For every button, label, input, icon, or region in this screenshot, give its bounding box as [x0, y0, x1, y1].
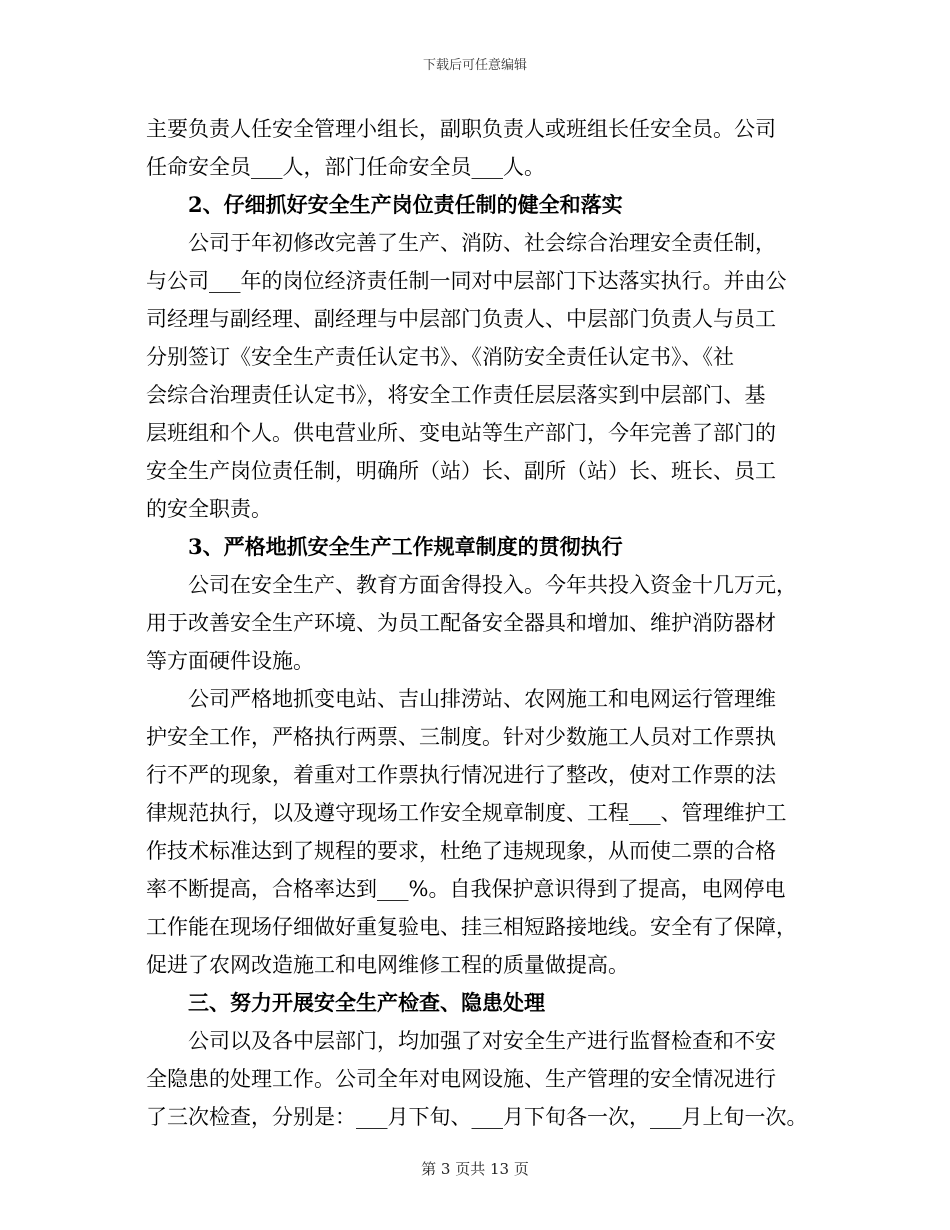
page-footer: 第 3 页共 13 页 — [421, 1160, 529, 1178]
section-heading: 三、努力开展安全生产检查、隐患处理 — [188, 990, 545, 1015]
document-body — [146, 110, 826, 1136]
paragraph-line: 层班组和个人。供电营业所、变电站等生产部门，今年完善了部门的 — [146, 421, 776, 445]
paragraph-line: 任命安全员___人，部门任命安全员___人。 — [146, 155, 545, 179]
paragraph-line: 公司以及各中层部门，均加强了对安全生产进行监督检查和不安 — [188, 1029, 776, 1053]
paragraph-line: 公司在安全生产、教育方面舍得投入。今年共投入资金十几万元， — [188, 573, 797, 597]
paragraph-line: 的安全职责。 — [146, 497, 272, 521]
paragraph-line: 护安全工作，严格执行两票、三制度。针对少数施工人员对工作票执 — [146, 725, 776, 749]
paragraph-line: 等方面硬件设施。 — [146, 649, 314, 673]
paragraph-line: 工作能在现场仔细做好重复验电、挂三相短路接地线。安全有了保障， — [146, 915, 797, 939]
paragraph-line: 安全生产岗位责任制，明确所（站）长、副所（站）长、班长、员工 — [146, 459, 776, 483]
paragraph-line: 促进了农网改造施工和电网维修工程的质量做提高。 — [146, 953, 629, 977]
page-header: 下载后可任意编辑 — [422, 58, 527, 73]
paragraph-line: 主要负责人任安全管理小组长，副职负责人或班组长任安全员。公司 — [146, 117, 776, 141]
paragraph-line: 作技术标准达到了规程的要求，杜绝了违规现象，从而使二票的合格 — [146, 839, 776, 863]
paragraph-line: 会综合治理责任认定书》，将安全工作责任层层落实到中层部门、基 — [146, 383, 766, 407]
paragraph-line: 行不严的现象，着重对工作票执行情况进行了整改，使对工作票的法 — [146, 763, 776, 787]
section-heading: 2、仔细抓好安全生产岗位责任制的健全和落实 — [188, 192, 623, 217]
section-heading: 3、严格地抓安全生产工作规章制度的贯彻执行 — [188, 534, 623, 559]
paragraph-line: 用于改善安全生产环境、为员工配备安全器具和增加、维护消防器材 — [146, 611, 776, 635]
paragraph-line: 分别签订《安全生产责任认定书》、《消防安全责任认定书》、《社 — [146, 345, 734, 369]
paragraph-line: 司经理与副经理、副经理与中层部门负责人、中层部门负责人与员工 — [146, 307, 776, 331]
paragraph-line: 公司严格地抓变电站、吉山排涝站、农网施工和电网运行管理维 — [188, 687, 776, 711]
paragraph-line: 与公司___年的岗位经济责任制一同对中层部门下达落实执行。并由公 — [146, 269, 787, 293]
paragraph-line: 律规范执行，以及遵守现场工作安全规章制度、工程___、管理维护工 — [146, 801, 787, 825]
paragraph-line: 率不断提高，合格率达到___%。自我保护意识得到了提高，电网停电 — [146, 877, 786, 901]
paragraph-line: 了三次检查，分别是：___月下旬、___月下旬各一次，___月上旬一次。 — [146, 1105, 808, 1129]
paragraph-line: 公司于年初修改完善了生产、消防、社会综合治理安全责任制， — [188, 231, 776, 255]
paragraph-line: 全隐患的处理工作。公司全年对电网设施、生产管理的安全情况进行 — [146, 1067, 776, 1091]
